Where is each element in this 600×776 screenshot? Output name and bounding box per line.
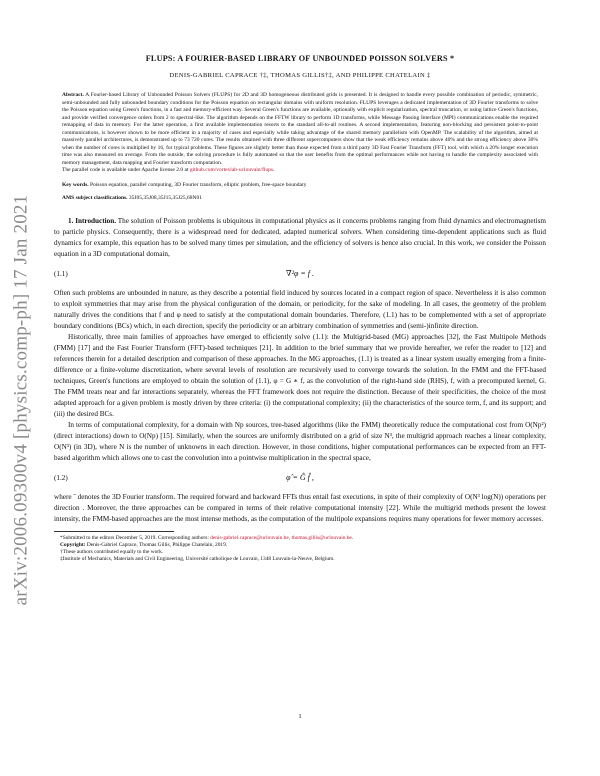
footnote-submission: *Submitted to the editors December 5, 2019. Corresponding authors: denis-gabriel.caprace@uclouvain.be, thomas.gillis@uclouvain.be. bbox=[60, 534, 354, 541]
equation-1-1 bbox=[54, 263, 546, 285]
equation-number: (1.1) bbox=[54, 269, 68, 278]
author-list: DENIS-GABRIEL CAPRACE †‡, THOMAS GILLIS†‡, AND PHILIPPE CHATELAIN ‡ bbox=[169, 72, 431, 79]
ams-label: AMS subject classifications. bbox=[62, 195, 128, 201]
keywords bbox=[62, 182, 538, 190]
ams-text: 35J05,35J08,35J15,35J25,68N01 bbox=[128, 195, 202, 201]
license-text: The parallel code is available under Apache license 2.0 at bbox=[62, 167, 190, 173]
footnote-equal-contribution: †These authors contributed equally to the work. bbox=[60, 548, 164, 555]
paragraph-3: Historically, three main families of approaches have emerged to efficiently solve (1.1): the Multigrid-based (MG) approaches [32], the Fast Multipole Methods (FMM) [17] and the Fast Fourier Transform (FFT)-based techniques [21]. In addition to the brief summary that we provide hereafter, we refer the reader to [12] and references therein for a detailed description and comparison of these approaches. In the MG approaches, (1.1) is treated as a linear system usually emerging from a finite-difference or a finite-volume discretization, where several levels of resolution are recursively used to converge towards the solution. In the FMM and the FFT-based techniques, Green's functions are employed to obtain the solution of (1.1), φ = G ∗ f, as the convolution of the right-hand side (RHS), f, with a precomputed kernel, G. The FMM treats near and far interactions separately, whereas the FFT framework does not require the distinction. Because of their specificities, the choice of the most adapted approach for a given problem is mostly driven by three criteria: (i) the computational complexity; (ii) the characteristics of the source term, f, and its support; and (iii) the desired BCs. bbox=[54, 332, 546, 418]
paragraph-1-text: The solution of Poisson problems is ubiquitous in computational physics as it concerns problems ranging from fluid dynamics and electromagnetism to particle physics. Consequently, there is a widespread need for dedicated, adapted numerical solvers. When considering time-dependent applications such as fluid dynamics for example, this equation has to be solved many times per simulation, and the efficiency of solvers is hence also crucial. In this work, we consider the Poisson equation in a 3D computational domain, bbox=[54, 216, 547, 258]
abstract-label: Abstract. bbox=[62, 92, 84, 98]
section-introduction bbox=[54, 216, 546, 525]
footnote-affiliation: ‡Institute of Mechanics, Materials and Civil Engineering, Université catholique de Louvain, 1348 Louvain-la-Neuve, Belgium. bbox=[60, 555, 335, 562]
keywords-label: Key words. bbox=[62, 181, 89, 188]
paragraph-5: where ˆ denotes the 3D Fourier transform. The required forward and backward FFTs thus entail fast executions, in spite of their complexity of O(N³ log(N)) operations per direction . Moreover, the three approaches can be compared in terms of their relative computational intensity [22]. While the multigrid methods present the lowest intensity, the FMM-based approaches are the most intense methods, as the computation of the multipole expansions requires many operations for fewer memory accesses. bbox=[54, 492, 546, 523]
footnote-copyright: Copyright: Denis-Gabriel Caprace, Thomas Gillis, Philippe Chatelain, 2019. bbox=[60, 541, 228, 548]
abstract-text: A Fourier-based Library of Unbounded Poisson Solvers (FLUPS) for 2D and 3D homogeneous distributed grids is presented. It is designed to handle every possible combination of periodic, symmetric, semi-unbounded and fully unbounded boundary conditions for the Poisson equation on rectangular domains with uniform resolution. FLUPS leverages a dedicated implementation of 3D Fourier transforms to solve the Poisson equation using Green's functions, in a fast and memory-efficient way. Several Green's functions are available, optionally with explicit regularization, spectral truncation, or using lattice Green's functions, and provide verified convergence orders from 2 to spectral-like. The algorithm depends on the FFTW library to perform 1D transforms, while Message Passing Interface (MPI) communications enable the required remapping of data in memory. For the latter operation, a first available implementation resorts to the standard all-to-all routines. A second implementation, featuring non-blocking and persistent point-to-point communications, is however shown to be more efficient in a majority of cases and especially while taking advantage of the shared memory parallelism with OpenMP. The scalability of the algorithm, aimed at massively parallel architectures, is demonstrated up to 73 720 cores. The results obtained with three different supercomputers show that the weak efficiency remains above 40% and the strong efficiency above 30% when the number of cores is multiplied by 16, for typical problems. These figures are slightly better than those expected from a third party 3D Fast Fourier Transform (FFT) tool, with which a 20% longer execution time was also measured on average. From the outside, the solving procedure is fully automated so that the user benefits from the optimal performances while not having to handle the complexity associated with memory management, data mapping and Fourier transform computation. bbox=[62, 92, 538, 166]
ams-classifications bbox=[62, 195, 538, 203]
paper-page bbox=[54, 54, 546, 563]
license-suffix: . bbox=[273, 167, 275, 173]
arxiv-stamp bbox=[6, 170, 36, 630]
abstract bbox=[62, 92, 538, 175]
paragraph-4: In terms of computational complexity, for a domain with Np sources, tree-based algorithms (like the FMM) theoretically reduce the computational cost from O(Np²) (direct interactions) down to O(Np) [15]. Similarly, when the sources are uniformly distributed on a grid of size N³, the multigrid approach reaches a linear complexity, O(N³) (in 3D), where N is the number of unknowns in each direction. However, in those conditions, higher computational performances can be expected from an FFT-based algorithm which allows one to cast the convolution into a pointwise multiplication in the spectral space, bbox=[54, 420, 546, 462]
keywords-text: Poisson equation, parallel computing, 3D Fourier transform, elliptic problem, free-space boundary bbox=[89, 181, 307, 188]
equation-1-2 bbox=[54, 467, 546, 489]
footnote-rule bbox=[54, 531, 174, 532]
equation-formula: φ̂ = Ĝ f̂ , bbox=[286, 472, 314, 482]
page-number: 1 bbox=[298, 713, 302, 720]
arxiv-stamp-text: arXiv:2006.09300v4 [physics.comp-ph] 17 Jan 2021 bbox=[10, 194, 32, 606]
paragraph-1 bbox=[54, 216, 546, 260]
equation-number: (1.2) bbox=[54, 473, 68, 482]
author-email-link[interactable]: denis-gabriel.caprace@uclouvain.be, thomas.gillis@uclouvain.be bbox=[210, 534, 352, 541]
section-heading: 1. Introduction. bbox=[68, 216, 117, 225]
github-link[interactable]: github.com/vortexlab-uclouvain/flups bbox=[189, 167, 274, 173]
equation-formula: ∇²φ = f . bbox=[285, 268, 315, 278]
footnotes bbox=[54, 535, 546, 563]
paper-title: FLUPS: A FOURIER-BASED LIBRARY OF UNBOUNDED POISSON SOLVERS * bbox=[145, 54, 455, 63]
paragraph-2: Often such problems are unbounded in nature, as they describe a potential field induced by sources located in a compact region of space. Nevertheless it is also common to exploit symmetries that may arise from the physical configuration of the domain, or periodicity, for the sake of modeling. In all cases, the geometry of the problem naturally drives the conditions that f and φ need to satisfy at the computational domain boundaries. Therefore, (1.1) has to be complemented with a set of appropriate boundary conditions (BCs) which, in each direction, specify the periodicity or an arbitrary combination of symmetries and (semi-)infinite direction. bbox=[54, 288, 546, 330]
